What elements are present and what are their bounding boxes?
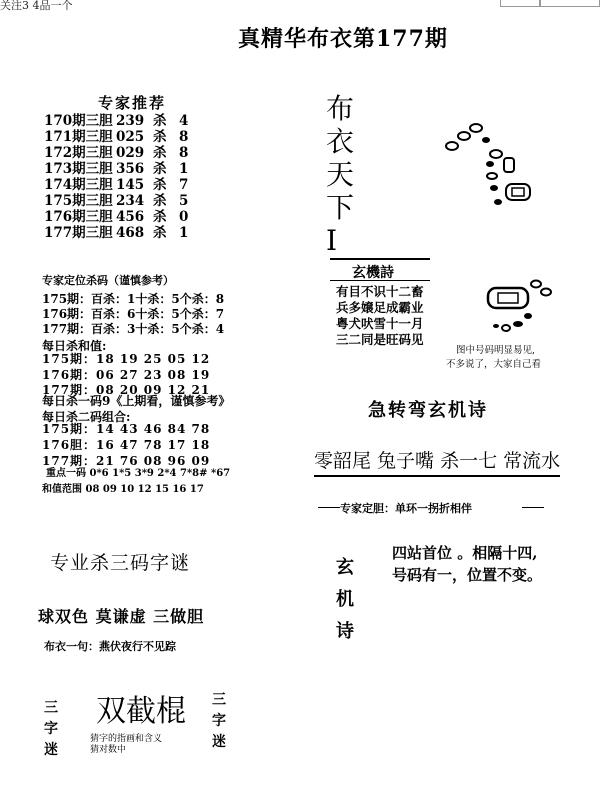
rec-kill: 杀 [153, 113, 167, 129]
rec-nums: 239 [116, 113, 145, 129]
poem-title: 玄機詩 [352, 265, 394, 281]
expert-dash-left [318, 507, 340, 508]
focus-kill: 重点一码 0*6 1*5 3*9 2*4 7*8# *67 [46, 468, 231, 479]
daily-sum-row: 175期：18 19 25 05 12 [42, 352, 211, 366]
daily-two-heading: 每日杀二码组合: [42, 410, 131, 424]
top-box-right [540, 0, 600, 7]
sanzi-right: 三字迷 [212, 692, 226, 750]
chain-beads-illustration [440, 118, 540, 214]
poem-top-border [330, 258, 430, 260]
rec-row [44, 113, 188, 129]
rec-period: 174期三胆 [44, 177, 113, 193]
rec-kill: 杀 [153, 225, 167, 241]
rec-nums: 029 [116, 145, 145, 161]
rec-period: 177期三胆 [44, 225, 113, 241]
buyi-line: 布衣一句：燕伏夜行不见踪 [44, 640, 176, 653]
zimi-heading: 专业杀三码字谜 [50, 552, 191, 574]
rec-period: 176期三胆 [44, 209, 113, 225]
daily-two-row: 176胆：16 47 78 17 18 [42, 438, 211, 452]
rec-row [44, 129, 188, 145]
rec-nums: 145 [116, 177, 145, 193]
position-kill-heading: 专家定位杀码（谨慎参考） [42, 274, 174, 287]
xuanji-line: 四站首位 。相隔十四, [392, 544, 538, 562]
position-kill-row: 175期：百杀：1十杀：5个杀：8 [42, 292, 225, 306]
rec-kill: 杀 [153, 145, 167, 161]
rec-kill: 杀 [153, 193, 167, 209]
daily-two-row: 175期：14 43 46 84 78 [42, 422, 211, 436]
rec-k: 7 [179, 177, 189, 193]
rec-nums: 456 [116, 209, 145, 225]
xuanji-vertical: 玄机诗 [336, 557, 354, 642]
rec-period: 170期三胆 [44, 113, 113, 129]
sanzi-left: 三字迷 [44, 700, 58, 758]
top-box-left [500, 0, 540, 7]
rec-k: 0 [179, 209, 189, 225]
daily-one-heading: 每日杀一码9《上期看，谨慎参考》 [42, 394, 231, 408]
shuang-jiegun: 双截棍 [96, 694, 186, 729]
rec-row [44, 177, 188, 193]
rec-row [44, 225, 188, 241]
sum-range: 和值范围 08 09 10 12 15 16 17 [42, 484, 204, 495]
jizhuan-heading: 急转弯玄机诗 [368, 400, 488, 421]
chain-ring-illustration [478, 274, 558, 334]
rec-row [44, 209, 188, 225]
rec-k: 1 [179, 225, 189, 241]
rec-k: 1 [179, 161, 189, 177]
rec-period: 171期三胆 [44, 129, 113, 145]
expert-pos: 专家定胆：单环一拐折相伴 [340, 502, 472, 515]
rec-nums: 234 [116, 193, 145, 209]
rec-period: 173期三胆 [44, 161, 113, 177]
rec-period: 172期三胆 [44, 145, 113, 161]
rec-nums: 468 [116, 225, 145, 241]
position-kill-row: 176期：百杀：6十杀：5个杀：7 [42, 307, 225, 321]
shuang-note: 猜字的指画和含义猜对数中 [90, 734, 163, 755]
rec-k: 5 [179, 193, 189, 209]
expert-rec-heading: 专家推荐 [98, 94, 167, 112]
position-kill-row: 177期：百杀：3十杀：5个杀：4 [42, 322, 225, 336]
note-line: 不多说了，大家自己看 [446, 359, 542, 370]
buyi-tianxia-vertical: 布衣天下Ⅰ [326, 92, 355, 257]
expert-dash-right [522, 507, 544, 508]
rec-row [44, 193, 188, 209]
rec-period: 175期三胆 [44, 193, 113, 209]
poem-line: 三二同是旺码见 [336, 332, 424, 347]
rec-k: 8 [179, 145, 189, 161]
qiu-line: 球双色 莫谦虚 三做胆 [38, 607, 205, 626]
rec-row [44, 161, 188, 177]
daily-two-row: 177期：21 76 08 96 09 [42, 454, 211, 468]
rec-row [44, 145, 188, 161]
page-title: 真精华布衣第177期 [238, 26, 448, 52]
rec-kill: 杀 [153, 161, 167, 177]
daily-sum-row: 177期：08 20 09 12 21 [42, 383, 211, 397]
poem-divider [330, 280, 430, 281]
rec-kill: 杀 [153, 177, 167, 193]
poem-line: 兵多嬢足成霸业 [336, 300, 424, 315]
rec-k: 4 [179, 113, 189, 129]
rec-nums: 356 [116, 161, 145, 177]
rec-k: 8 [179, 129, 189, 145]
xuanji-line: 号码有一，位置不变。 [392, 566, 543, 584]
note-line: 图中号码明显易见, [456, 345, 536, 356]
daily-sum-heading: 每日杀和值: [42, 339, 107, 353]
top-tag: 关注3 4品一个 [0, 0, 73, 12]
rec-kill: 杀 [153, 209, 167, 225]
rec-kill: 杀 [153, 129, 167, 145]
poem-line: 粤犬吠雪十一月 [336, 316, 424, 331]
rec-nums: 025 [116, 129, 145, 145]
poem-line: 有目不识十二畜 [336, 284, 424, 299]
lingchao-line: 零韶尾 兔子嘴 杀一七 常流水 [314, 446, 560, 477]
daily-sum-row: 176期：06 27 23 08 19 [42, 368, 211, 382]
